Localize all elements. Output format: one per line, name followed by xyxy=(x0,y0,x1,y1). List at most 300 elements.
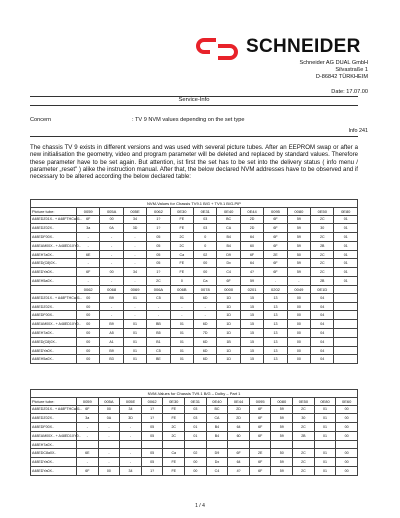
nvm-value-cell: 1? xyxy=(141,467,163,476)
nvm-address-header: 0E31 xyxy=(194,207,217,215)
nvm-address-header: 0E30 xyxy=(163,397,185,405)
nvm-address-header: 0E30 xyxy=(170,207,193,215)
table-header-row xyxy=(31,207,358,215)
nvm-value-cell: B9 xyxy=(100,293,123,302)
address-line: Silvastraße 1 xyxy=(335,67,368,74)
nvm-value-cell: 2D xyxy=(240,215,263,224)
nvm-value-cell: 2C xyxy=(293,423,315,432)
nvm-value-cell: 59 xyxy=(287,233,310,242)
nvm-value-cell: 01 xyxy=(123,337,146,346)
nvm-value-cell: 59 xyxy=(287,268,310,277)
nvm-value-cell: 59 xyxy=(287,215,310,224)
nvm-value-cell: Ca xyxy=(163,449,185,458)
picture-tube-cell: A48EDYa0X.. xyxy=(31,458,77,467)
nvm-value-cell: 05 xyxy=(147,233,170,242)
nvm-address-header: 0E50 xyxy=(293,397,315,405)
nvm-address-header: 0049 xyxy=(287,285,310,293)
nvm-value-cell: CA xyxy=(206,414,228,423)
nvm-value-cell: - xyxy=(120,458,142,467)
nvm-address-header: 0095 xyxy=(249,397,271,405)
nvm-value-cell: 1? xyxy=(147,224,170,233)
nvm-value-cell: 04 xyxy=(311,329,334,338)
nvm-value-cell: 00 xyxy=(287,337,310,346)
nvm-value-cell: 01 xyxy=(334,277,358,286)
nvm-value-cell: 64 xyxy=(240,259,263,268)
nvm-value-cell: 00 xyxy=(98,467,120,476)
nvm-value-cell: 2E xyxy=(264,250,287,259)
nvm-address-header: 0078 xyxy=(194,285,217,293)
nvm-value-cell: 00 xyxy=(77,320,100,329)
nvm-value-cell: 00 xyxy=(77,346,100,355)
table-row xyxy=(31,311,358,320)
nvm-value-cell: FE xyxy=(163,405,185,414)
nvm-value-cell: A1 xyxy=(100,337,123,346)
nvm-value-cell: BC xyxy=(217,215,240,224)
nvm-value-cell: 00 xyxy=(287,302,310,311)
picture-tube-cell: A48EDYa0X.. xyxy=(31,268,77,277)
nvm-value-cell: 3D xyxy=(123,224,146,233)
picture-tube-cell: A48ED(C8)0X.. xyxy=(31,337,77,346)
picture-tube-cell: A48EAM00X.. + A48ED1XY0.. xyxy=(31,241,77,250)
nvm-value-cell: 01 xyxy=(334,224,358,233)
nvm-value-cell: - xyxy=(100,250,123,259)
nvm-value-cell: - xyxy=(77,431,99,440)
nvm-value-cell: 59 xyxy=(240,277,263,286)
nvm-value-cell: 01 xyxy=(123,346,146,355)
nvm-value-cell: C4 xyxy=(206,467,228,476)
nvm-value-cell: 00 xyxy=(336,449,358,458)
nvm-value-cell: B1 xyxy=(147,337,170,346)
picture-tube-cell: A48EDF00X.. xyxy=(31,233,77,242)
page-number: 1 / 4 xyxy=(195,503,205,509)
nvm-value-cell xyxy=(271,440,293,449)
nvm-value-cell: - xyxy=(287,277,310,286)
nvm-value-cell: 59 xyxy=(287,259,310,268)
nvm-value-cell: - xyxy=(170,311,193,320)
nvm-address-header: 0000 xyxy=(217,285,240,293)
nvm-value-cell xyxy=(334,302,358,311)
nvm-value-cell: 01 xyxy=(334,250,358,259)
nvm-value-cell: D9 xyxy=(217,250,240,259)
nvm-value-cell: 6F xyxy=(77,268,100,277)
nvm-value-cell: - xyxy=(98,431,120,440)
nvm-value-cell: 03 xyxy=(194,224,217,233)
company-address xyxy=(300,60,369,82)
picture-tube-cell: A48EAM00X.. + A48ED1XY0.. xyxy=(31,431,77,440)
nvm-value-cell: FE xyxy=(170,224,193,233)
nvm-value-cell: - xyxy=(100,259,123,268)
nvm-value-cell xyxy=(334,320,358,329)
picture-tube-cell: A48EDZ01X.. + A48FTHCa01.. xyxy=(31,293,77,302)
nvm-value-cell: 4? xyxy=(240,268,263,277)
nvm-value-cell: 13 xyxy=(264,293,287,302)
nvm-value-cell: 1B xyxy=(217,337,240,346)
nvm-value-cell: 2C xyxy=(311,250,334,259)
nvm-value-cell: 0A xyxy=(98,414,120,423)
nvm-value-cell: 3a xyxy=(77,414,99,423)
nvm-value-cell: - xyxy=(264,277,287,286)
body-paragraph: The chassis TV 9 exists in different versions and was used with several picture tubes. After an EEPROM swap or after a new initialisation the geometry, video and program parameter will be deleted and replaced by standard values. Therefore these parameter have to be set again. But attention, ist first the set has to be set into the delivery status ( info menu / parameter „reset" ) alike the instruction manual. After that, the below declared NVM addresses have to be observed and if necessary to be altered according the below declared table: xyxy=(30,144,358,181)
nvm-value-cell: 6F xyxy=(249,458,271,467)
nvm-value-cell: 00 xyxy=(287,320,310,329)
concern-value: : TV 9 NVM values depending on the set type xyxy=(132,117,245,123)
nvm-value-cell: 01 xyxy=(123,329,146,338)
picture-tube-cell: A48EAM00X.. + A48ED1XY0.. xyxy=(31,320,77,329)
nvm-value-cell: 01 xyxy=(185,431,207,440)
nvm-value-cell: Dx xyxy=(206,458,228,467)
nvm-value-cell: 00 xyxy=(287,355,310,364)
nvm-value-cell: 6F xyxy=(249,414,271,423)
nvm-value-cell: 13 xyxy=(264,302,287,311)
nvm-address-header: 0E40 xyxy=(217,207,240,215)
nvm-address-header: 0080 xyxy=(271,397,293,405)
nvm-value-cell: 04 xyxy=(311,320,334,329)
nvm-value-cell: 01 xyxy=(314,458,336,467)
table-row xyxy=(31,215,358,224)
nvm-value-cell: 01 xyxy=(123,293,146,302)
nvm-value-cell: 00 xyxy=(77,311,100,320)
nvm-value-cell: 50 xyxy=(271,449,293,458)
divider xyxy=(30,105,358,106)
nvm-table-tv91-bg xyxy=(30,199,358,364)
nvm-value-cell: - xyxy=(77,233,100,242)
picture-tube-cell: A48EDZ02X.. xyxy=(31,224,77,233)
nvm-value-cell: - xyxy=(123,233,146,242)
nvm-value-cell: 01 xyxy=(334,241,358,250)
table-caption: NVM-Values for Chassis TV9.1 B/G + TV9.1 B/G-PIP xyxy=(31,200,358,208)
nvm-value-cell: 01 xyxy=(314,405,336,414)
picture-tube-cell: A48EH5a0X.. xyxy=(31,277,77,286)
nvm-value-cell: - xyxy=(120,423,142,432)
nvm-address-header: 0201 xyxy=(240,285,263,293)
nvm-value-cell: 00 xyxy=(185,467,207,476)
nvm-value-cell: 6F xyxy=(77,405,99,414)
info-number: Info 241 xyxy=(348,128,368,134)
nvm-value-cell: - xyxy=(123,259,146,268)
nvm-value-cell: 05 xyxy=(141,449,163,458)
nvm-value-cell: A5 xyxy=(100,329,123,338)
picture-tube-cell: A48EDZ02X.. xyxy=(31,414,77,423)
nvm-value-cell xyxy=(185,440,207,449)
nvm-value-cell xyxy=(98,440,120,449)
nvm-value-cell: 01 xyxy=(334,259,358,268)
nvm-value-cell: 6F xyxy=(264,215,287,224)
nvm-value-cell: Ca xyxy=(170,250,193,259)
nvm-value-cell: 59 xyxy=(271,431,293,440)
nvm-address-header: 0E80 xyxy=(334,207,358,215)
nvm-value-cell: 7D xyxy=(194,329,217,338)
nvm-value-cell: 30 xyxy=(293,414,315,423)
nvm-value-cell: 00 xyxy=(77,302,100,311)
nvm-value-cell: 2C xyxy=(311,259,334,268)
nvm-value-cell: 34 xyxy=(120,467,142,476)
nvm-address-header: 0059 xyxy=(77,207,100,215)
nvm-value-cell: 2C xyxy=(311,268,334,277)
nvm-value-cell: FE xyxy=(170,268,193,277)
nvm-value-cell: 15 xyxy=(240,337,263,346)
nvm-value-cell: 2C xyxy=(293,449,315,458)
picture-tube-cell: A48EDZ01X.. + A48FTHCa01.. xyxy=(31,405,77,414)
nvm-value-cell: - xyxy=(100,233,123,242)
nvm-value-cell: 2B xyxy=(311,277,334,286)
nvm-value-cell xyxy=(336,440,358,449)
nvm-value-cell: 04 xyxy=(311,337,334,346)
nvm-value-cell: 3D xyxy=(120,414,142,423)
nvm-value-cell: - xyxy=(98,458,120,467)
concern-label: Concern xyxy=(30,117,52,123)
nvm-table-tv91-dolby xyxy=(30,389,358,476)
nvm-value-cell: 6F xyxy=(77,215,100,224)
nvm-value-cell: 6F xyxy=(264,233,287,242)
nvm-value-cell: 05 xyxy=(147,241,170,250)
nvm-value-cell: Ca xyxy=(194,277,217,286)
address-line: Schneider AG DUAL GmbH xyxy=(299,60,368,66)
nvm-value-cell: 59 xyxy=(271,467,293,476)
nvm-value-cell: 2D xyxy=(240,224,263,233)
nvm-value-cell: 1D xyxy=(217,293,240,302)
nvm-value-cell: BC xyxy=(206,405,228,414)
nvm-value-cell: 00 xyxy=(194,268,217,277)
nvm-address-header: 0080 xyxy=(287,207,310,215)
table-row xyxy=(31,431,358,440)
nvm-value-cell: C5 xyxy=(147,346,170,355)
picture-tube-header: Picture tube: xyxy=(31,397,77,405)
nvm-value-cell xyxy=(334,355,358,364)
nvm-value-cell: 2C xyxy=(163,431,185,440)
table-row xyxy=(31,233,358,242)
nvm-value-cell: - xyxy=(98,449,120,458)
table-row xyxy=(31,467,358,476)
nvm-value-cell: 00 xyxy=(77,293,100,302)
nvm-address-header: 0E80 xyxy=(314,397,336,405)
table-row xyxy=(31,346,358,355)
nvm-address-header: 0062 xyxy=(141,397,163,405)
nvm-value-cell: 64 xyxy=(228,458,250,467)
nvm-value-cell: 1D xyxy=(217,302,240,311)
nvm-value-cell xyxy=(334,329,358,338)
nvm-value-cell: 2C xyxy=(293,405,315,414)
nvm-address-header: 0E44 xyxy=(228,397,250,405)
nvm-value-cell: 6F xyxy=(264,268,287,277)
nvm-value-cell: 01 xyxy=(170,320,193,329)
nvm-value-cell: - xyxy=(120,431,142,440)
nvm-value-cell: 02 xyxy=(185,449,207,458)
picture-tube-cell: A48EH7a0X.. xyxy=(31,250,77,259)
nvm-value-cell: 13 xyxy=(264,311,287,320)
nvm-value-cell: FE xyxy=(170,215,193,224)
nvm-value-cell: 2B xyxy=(311,241,334,250)
nvm-value-cell xyxy=(77,440,99,449)
nvm-value-cell: 00 xyxy=(336,458,358,467)
nvm-value-cell: BE xyxy=(147,355,170,364)
table-row xyxy=(31,449,358,458)
nvm-value-cell: - xyxy=(123,277,146,286)
nvm-value-cell xyxy=(334,311,358,320)
nvm-value-cell: 2C xyxy=(147,277,170,286)
nvm-value-cell: - xyxy=(120,449,142,458)
table-row xyxy=(31,414,358,423)
nvm-value-cell: - xyxy=(77,277,100,286)
nvm-address-header: 0E31 xyxy=(185,397,207,405)
nvm-value-cell xyxy=(334,337,358,346)
nvm-address-header: 0E44 xyxy=(240,207,263,215)
nvm-value-cell: B9 xyxy=(100,320,123,329)
nvm-value-cell: 6D xyxy=(194,293,217,302)
document-type: Service-Info xyxy=(178,97,210,103)
nvm-value-cell: 59 xyxy=(271,458,293,467)
nvm-value-cell: 01 xyxy=(334,215,358,224)
nvm-value-cell: 01 xyxy=(334,268,358,277)
nvm-value-cell: 01 xyxy=(314,449,336,458)
nvm-value-cell: 59 xyxy=(271,405,293,414)
nvm-value-cell: 13 xyxy=(264,355,287,364)
company-name: SCHNEIDER xyxy=(246,36,361,57)
nvm-value-cell: 0 xyxy=(194,233,217,242)
nvm-value-cell: 6D xyxy=(194,355,217,364)
nvm-value-cell: - xyxy=(123,302,146,311)
nvm-address-header: 0E1D xyxy=(311,285,334,293)
nvm-value-cell: 64 xyxy=(240,233,263,242)
nvm-address-header: 0059 xyxy=(77,397,99,405)
table-row xyxy=(31,302,358,311)
nvm-value-cell: 6D xyxy=(194,320,217,329)
nvm-address-header: 006A xyxy=(147,285,170,293)
table-row xyxy=(31,293,358,302)
nvm-value-cell: 34 xyxy=(123,268,146,277)
nvm-value-cell: 01 xyxy=(170,355,193,364)
nvm-value-cell: 6F xyxy=(228,449,250,458)
nvm-value-cell: 2C xyxy=(293,458,315,467)
nvm-value-cell: 2C xyxy=(170,241,193,250)
nvm-value-cell: 15 xyxy=(240,320,263,329)
nvm-value-cell: 05 xyxy=(147,259,170,268)
nvm-value-cell: - xyxy=(147,311,170,320)
picture-tube-cell: A48EH7a0X.. xyxy=(31,329,77,338)
nvm-value-cell: 3a xyxy=(77,224,100,233)
nvm-value-cell: 59 xyxy=(271,414,293,423)
nvm-value-cell: - xyxy=(123,241,146,250)
picture-tube-cell: A48EH7a0X.. xyxy=(31,440,77,449)
nvm-value-cell: 6E xyxy=(77,449,99,458)
nvm-value-cell xyxy=(314,440,336,449)
picture-tube-cell: A48ED(C8)0X.. xyxy=(31,259,77,268)
nvm-value-cell: 1D xyxy=(217,346,240,355)
table-row xyxy=(31,241,358,250)
nvm-value-cell: - xyxy=(77,259,100,268)
nvm-value-cell: 15 xyxy=(240,355,263,364)
table-row xyxy=(31,268,358,277)
nvm-value-cell: 30 xyxy=(311,224,334,233)
nvm-value-cell: 2D xyxy=(228,414,250,423)
picture-tube-cell: A48EDF00X.. xyxy=(31,311,77,320)
nvm-value-cell: 00 xyxy=(98,405,120,414)
nvm-value-cell: 2C xyxy=(311,215,334,224)
nvm-value-cell: - xyxy=(98,423,120,432)
nvm-value-cell xyxy=(120,440,142,449)
nvm-value-cell: 34 xyxy=(123,215,146,224)
nvm-value-cell: 00 xyxy=(77,355,100,364)
nvm-value-cell: 6F xyxy=(77,467,99,476)
nvm-address-header: 005A xyxy=(98,397,120,405)
nvm-value-cell: 05 xyxy=(141,431,163,440)
table-row xyxy=(31,355,358,364)
nvm-value-cell: 01 xyxy=(170,346,193,355)
nvm-value-cell: 2E xyxy=(249,449,271,458)
nvm-value-cell: - xyxy=(194,302,217,311)
nvm-value-cell: 01 xyxy=(314,423,336,432)
nvm-value-cell: 0 xyxy=(170,277,193,286)
nvm-value-cell: - xyxy=(123,250,146,259)
nvm-value-cell xyxy=(293,440,315,449)
nvm-value-cell: - xyxy=(194,311,217,320)
table-row xyxy=(31,423,358,432)
nvm-value-cell: 0A xyxy=(100,224,123,233)
nvm-address-header: 0E40 xyxy=(206,397,228,405)
nvm-value-cell: B4 xyxy=(217,233,240,242)
nvm-value-cell: 34 xyxy=(120,405,142,414)
nvm-value-cell: 1D xyxy=(217,329,240,338)
table-caption-row xyxy=(31,200,358,208)
nvm-value-cell xyxy=(249,440,271,449)
table-row xyxy=(31,329,358,338)
nvm-value-cell: 00 xyxy=(336,405,358,414)
nvm-value-cell: 6F xyxy=(264,224,287,233)
nvm-value-cell: 59 xyxy=(287,241,310,250)
table-row xyxy=(31,405,358,414)
nvm-value-cell: 01 xyxy=(185,423,207,432)
nvm-value-cell: 15 xyxy=(240,293,263,302)
table-row xyxy=(31,250,358,259)
nvm-value-cell: 6F xyxy=(240,250,263,259)
nvm-value-cell: 1? xyxy=(141,405,163,414)
nvm-address-header: 0069 xyxy=(123,285,146,293)
nvm-value-cell: 1D xyxy=(217,320,240,329)
nvm-value-cell: 05 xyxy=(141,423,163,432)
nvm-value-cell: - xyxy=(123,311,146,320)
nvm-value-cell: 2D xyxy=(228,405,250,414)
nvm-value-cell: - xyxy=(170,302,193,311)
nvm-value-cell: 59 xyxy=(271,423,293,432)
nvm-value-cell xyxy=(228,440,250,449)
picture-tube-cell: A48EDYa0X.. xyxy=(31,346,77,355)
nvm-value-cell: 4? xyxy=(228,467,250,476)
nvm-value-cell: 00 xyxy=(287,311,310,320)
nvm-address-header: 0202 xyxy=(264,285,287,293)
picture-tube-header xyxy=(31,285,77,293)
nvm-value-cell: 00 xyxy=(100,268,123,277)
nvm-value-cell: 59 xyxy=(287,224,310,233)
nvm-address-header: 005E xyxy=(120,397,142,405)
nvm-value-cell: 60 xyxy=(240,241,263,250)
nvm-value-cell: 2C xyxy=(170,233,193,242)
nvm-value-cell: 01 xyxy=(170,293,193,302)
address-line: D-86842 TÜRKHEIM xyxy=(315,74,368,81)
nvm-value-cell: 6E xyxy=(77,250,100,259)
nvm-value-cell: 2C xyxy=(293,467,315,476)
nvm-value-cell: 13 xyxy=(264,329,287,338)
nvm-value-cell: B4 xyxy=(217,241,240,250)
nvm-value-cell: 00 xyxy=(336,431,358,440)
nvm-value-cell: 1D xyxy=(217,355,240,364)
nvm-value-cell: - xyxy=(100,277,123,286)
nvm-value-cell: 02 xyxy=(194,250,217,259)
nvm-address-header: 0062 xyxy=(147,207,170,215)
nvm-value-cell: 01 xyxy=(123,355,146,364)
table-header-row xyxy=(31,397,358,405)
logo-mark-icon xyxy=(196,38,238,60)
nvm-value-cell: 03 xyxy=(185,414,207,423)
table-row xyxy=(31,224,358,233)
